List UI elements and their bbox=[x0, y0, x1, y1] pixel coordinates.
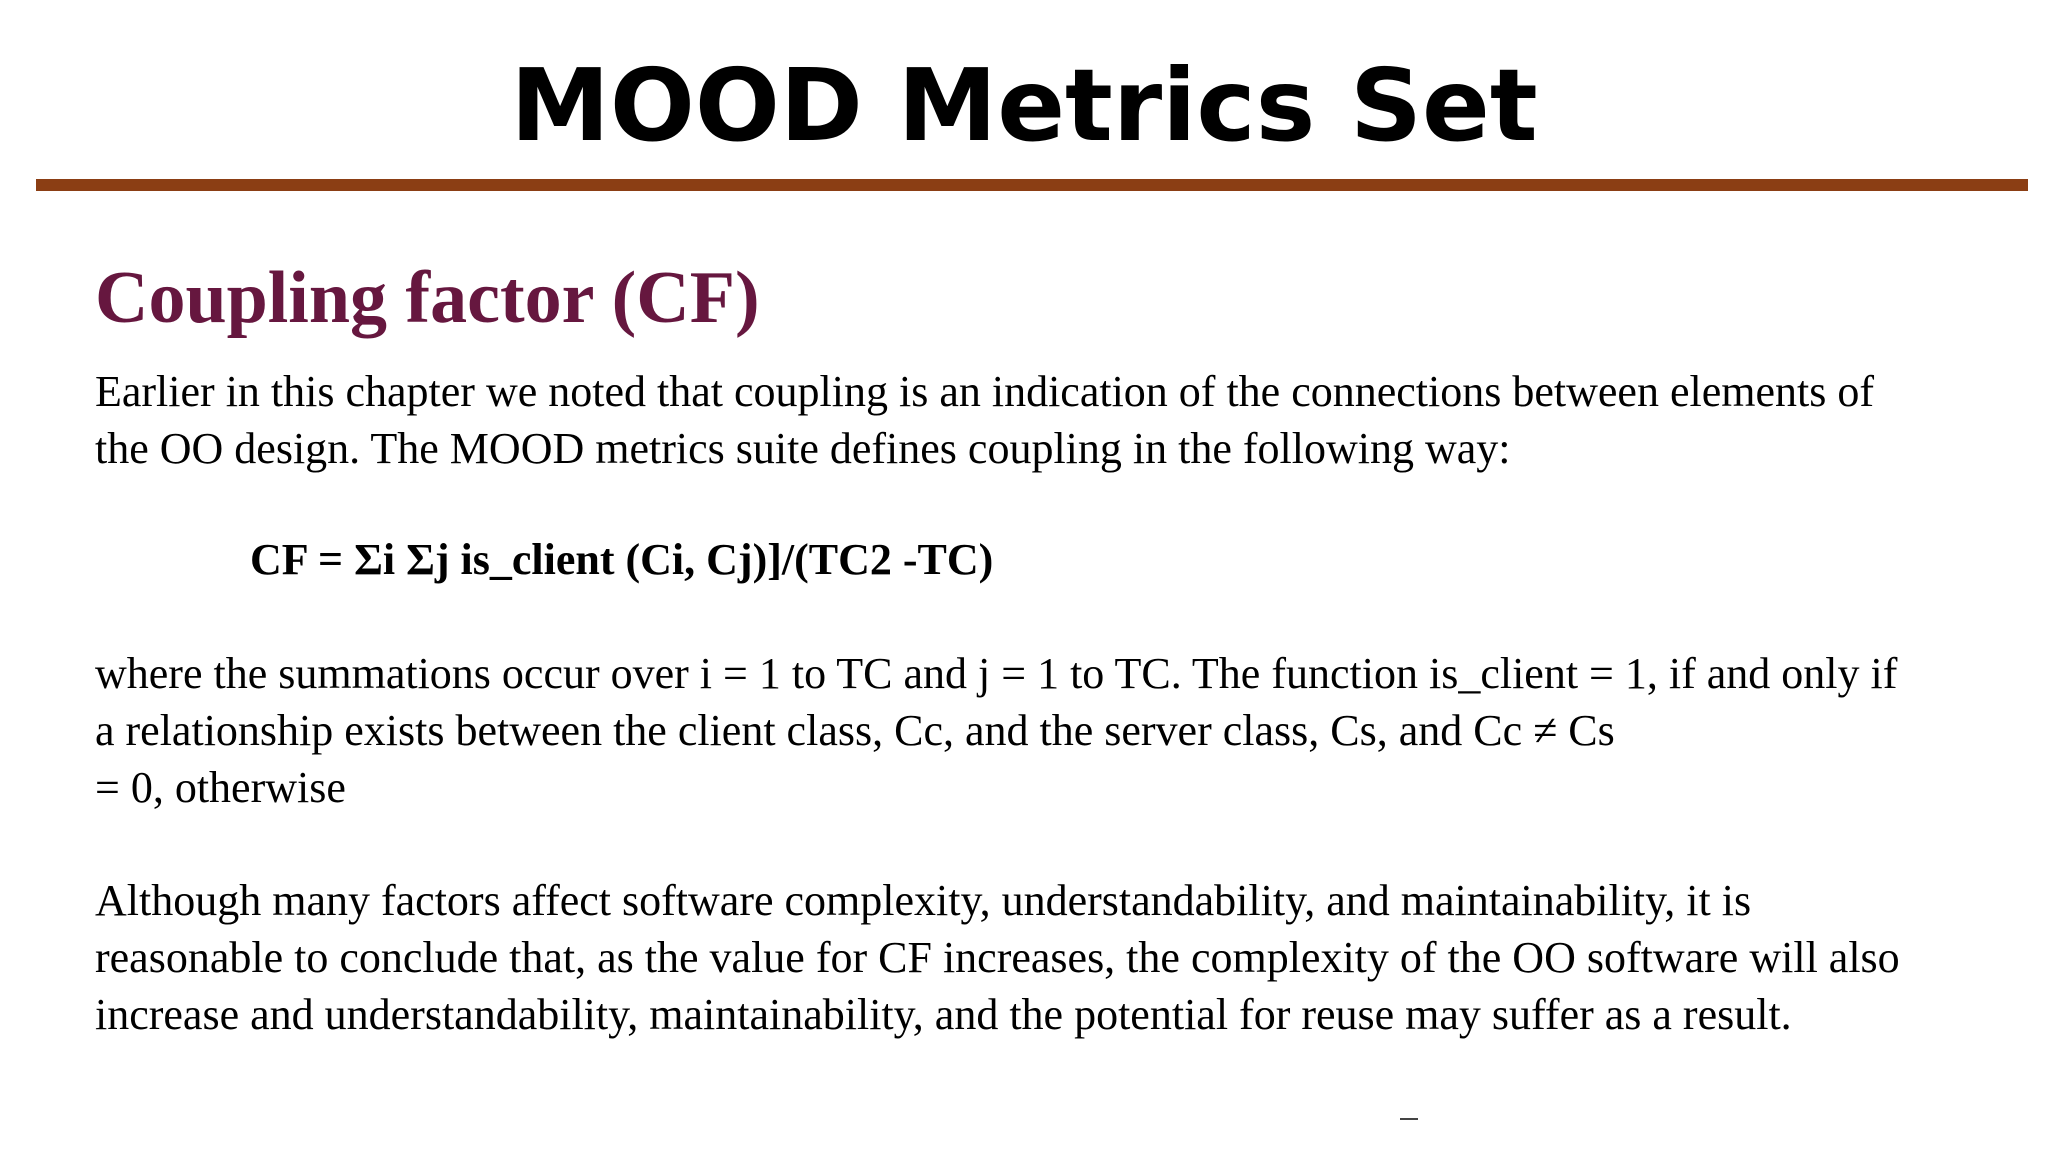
slide-title: MOOD Metrics Set bbox=[510, 47, 1538, 164]
conclusion-paragraph bbox=[95, 872, 2035, 1043]
title-divider bbox=[36, 179, 2028, 191]
conclusion-line: reasonable to conclude that, as the value for CF increases, the complexity of the OO software will also bbox=[95, 933, 1900, 982]
section-heading: Coupling factor (CF) bbox=[95, 257, 760, 339]
definition-line: a relationship exists between the client class, Cc, and the server class, Cs, and Cc ≠ Cs bbox=[95, 706, 1615, 755]
intro-paragraph bbox=[95, 363, 2035, 477]
intro-line: the OO design. The MOOD metrics suite defines coupling in the following way: bbox=[95, 424, 1511, 473]
footer-dash bbox=[1400, 1118, 1418, 1120]
cf-formula: CF = Σi Σj is_client (Ci, Cj)]/(TC2 -TC) bbox=[250, 535, 994, 584]
intro-line: Earlier in this chapter we noted that coupling is an indication of the connections between elements of bbox=[95, 367, 1874, 416]
conclusion-line: increase and understandability, maintainability, and the potential for reuse may suffer as a result. bbox=[95, 990, 1792, 1039]
conclusion-line: Although many factors affect software complexity, understandability, and maintainability, it is bbox=[95, 876, 1752, 925]
definition-line: = 0, otherwise bbox=[95, 763, 346, 812]
definition-line: where the summations occur over i = 1 to TC and j = 1 to TC. The function is_client = 1, if and only if bbox=[95, 649, 1898, 698]
definition-paragraph bbox=[95, 645, 2035, 816]
